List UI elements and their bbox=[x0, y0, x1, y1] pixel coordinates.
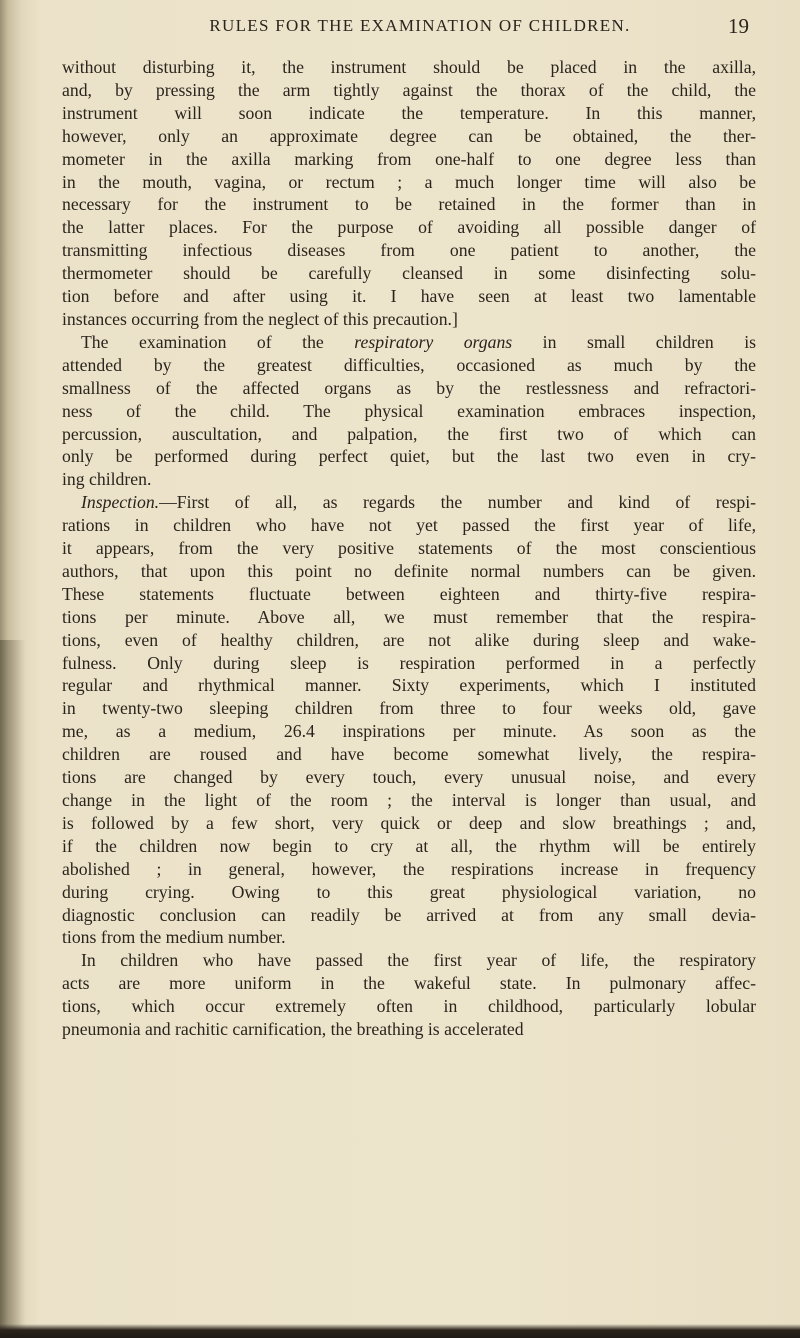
text-line: tions per minute. Above all, we must remember that the respira- bbox=[62, 606, 756, 627]
text-line: if the children now begin to cry at all, the rhythm will be entirely bbox=[62, 835, 756, 856]
text-line: mometer in the axilla marking from one-half to one degree less than bbox=[62, 148, 756, 169]
text-line: abolished ; in general, however, the respirations increase in frequency bbox=[62, 858, 756, 879]
text-line: transmitting infectious diseases from one patient to another, the bbox=[62, 240, 756, 261]
text-line: acts are more uniform in the wakeful state. In pulmonary affec- bbox=[62, 973, 756, 994]
text-line: during crying. Owing to this great physiological variation, no bbox=[62, 881, 756, 902]
text-line: me, as a medium, 26.4 inspirations per minute. As soon as the bbox=[62, 721, 756, 742]
text-line: in the mouth, vagina, or rectum ; a much longer time will also be bbox=[62, 171, 756, 192]
italic-phrase: respiratory organs bbox=[354, 331, 513, 352]
text-line: the latter places. For the purpose of avoiding all possible danger of bbox=[62, 217, 756, 238]
text-line: In children who have passed the first year of life, the respiratory bbox=[81, 950, 756, 971]
text-line: tions, which occur extremely often in childhood, particularly lobular bbox=[62, 996, 756, 1017]
text-line: children are roused and have become somewhat lively, the respira- bbox=[62, 744, 756, 765]
text-line: instances occurring from the neglect of this precaution.] bbox=[62, 308, 458, 329]
text-line: attended by the greatest difficulties, occasioned as much by the bbox=[62, 354, 756, 375]
text-line: authors, that upon this point no definite normal numbers can be given. bbox=[62, 560, 756, 581]
text-line: rations in children who have not yet passed the first year of life, bbox=[62, 515, 756, 536]
text-line: smallness of the affected organs as by the restlessness and refractori- bbox=[62, 377, 756, 398]
binding-shadow bbox=[0, 640, 26, 1338]
paragraph bbox=[62, 949, 756, 1041]
text-line: without disturbing it, the instrument should be placed in the axilla, bbox=[62, 57, 756, 77]
running-head: RULES FOR THE EXAMINATION OF CHILDREN. bbox=[209, 16, 631, 35]
paragraph bbox=[62, 331, 756, 491]
page-number: 19 bbox=[728, 14, 749, 38]
text-line: tions from the medium number. bbox=[62, 927, 286, 948]
text-line: The examination of the respiratory organs in small children is bbox=[81, 331, 756, 352]
text-line: ness of the child. The physical examination embraces inspection, bbox=[62, 400, 756, 421]
text-line: tions, even of healthy children, are not alike during sleep and wake- bbox=[62, 629, 756, 650]
text-line: however, only an approximate degree can be obtained, the ther- bbox=[62, 125, 756, 146]
body-text bbox=[62, 56, 756, 1041]
text-line: diagnostic conclusion can readily be arrived at from any small devia- bbox=[62, 904, 756, 925]
text-line: and, by pressing the arm tightly against the thorax of the child, the bbox=[62, 79, 756, 100]
paragraph bbox=[62, 56, 756, 331]
text-line: tion before and after using it. I have seen at least two lamentable bbox=[62, 286, 756, 307]
text-line: in twenty-two sleeping children from three to four weeks old, gave bbox=[62, 698, 756, 719]
text-line: is followed by a few short, very quick or deep and slow breathings ; and, bbox=[62, 812, 756, 833]
text-line: Inspection.—First of all, as regards the number and kind of respi- bbox=[81, 492, 756, 513]
text-line: it appears, from the very positive statements of the most conscientious bbox=[62, 538, 756, 559]
text-line: tions are changed by every touch, every unusual noise, and every bbox=[62, 767, 756, 788]
italic-phrase: Inspection. bbox=[81, 492, 160, 513]
text-line: ing children. bbox=[62, 469, 152, 490]
text-line: fulness. Only during sleep is respiration performed in a perfectly bbox=[62, 652, 756, 673]
paragraph bbox=[62, 491, 756, 949]
text-line: regular and rhythmical manner. Sixty experiments, which I instituted bbox=[62, 675, 756, 696]
text-line: percussion, auscultation, and palpation, the first two of which can bbox=[62, 423, 756, 444]
text-line: thermometer should be carefully cleansed in some disinfecting solu- bbox=[62, 263, 756, 284]
text-line: necessary for the instrument to be retained in the former than in bbox=[62, 194, 756, 215]
text-line: only be performed during perfect quiet, but the last two even in cry- bbox=[62, 446, 756, 467]
text-line: change in the light of the room ; the interval is longer than usual, and bbox=[62, 790, 756, 810]
text-line: instrument will soon indicate the temperature. In this manner, bbox=[62, 102, 756, 123]
page-bottom-edge bbox=[0, 1324, 800, 1338]
text-line: These statements fluctuate between eighteen and thirty-five respira- bbox=[62, 583, 756, 604]
text-line: pneumonia and rachitic carnification, the breathing is accelerated bbox=[62, 1019, 524, 1040]
